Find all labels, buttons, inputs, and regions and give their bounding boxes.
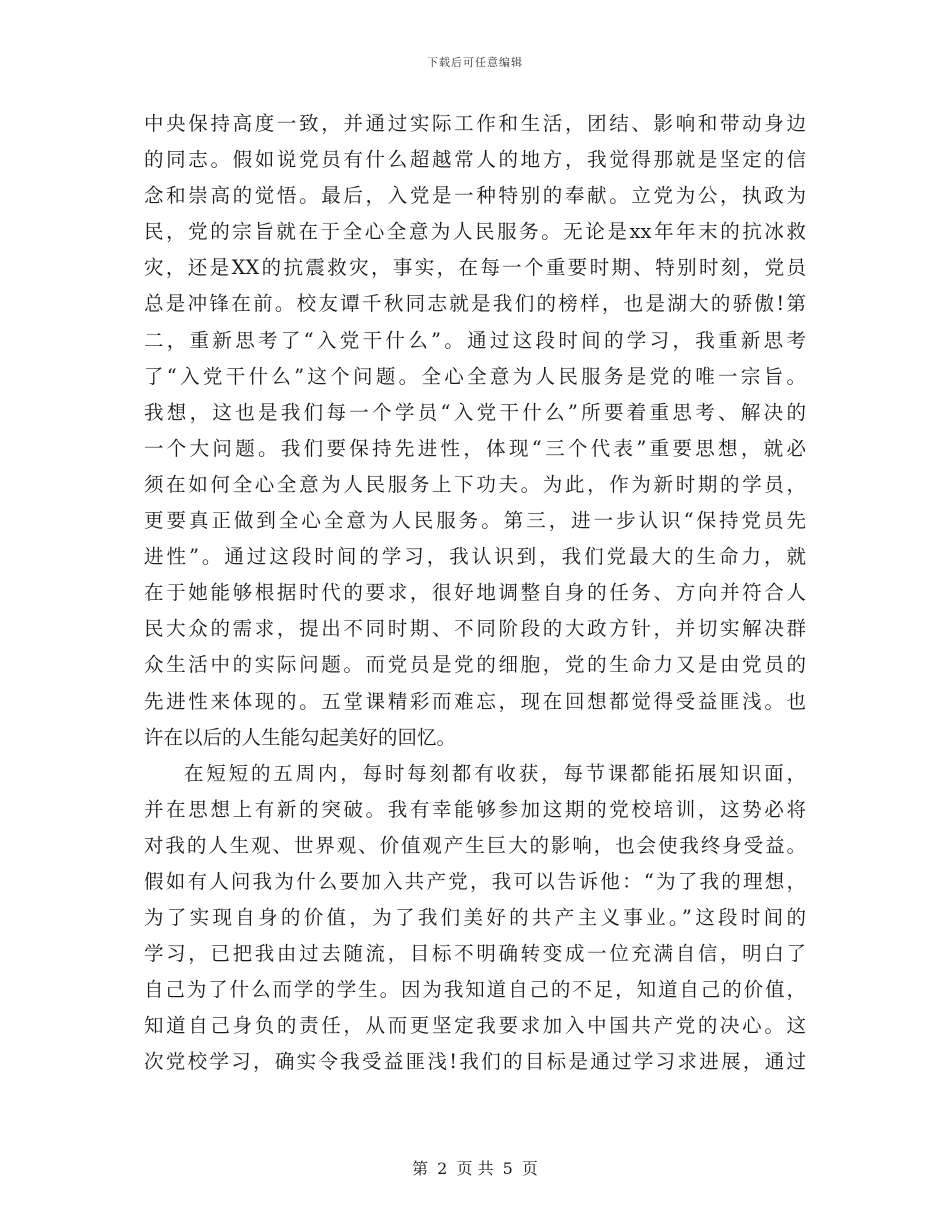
- text-line: 进性”。通过这段时间的学习，我认识到，我们党最大的生命力，就: [144, 545, 806, 569]
- text-line: 在于她能够根据时代的要求，很好地调整自身的任务、方向并符合人: [144, 581, 806, 605]
- page-footer: [0, 1156, 950, 1179]
- text-line: 须在如何全心全意为人民服务上下功夫。为此，作为新时期的学员，: [144, 472, 806, 496]
- text-line: 假如有人问我为什么要加入共产党，我可以告诉他：“为了我的理想，: [144, 869, 806, 893]
- page-header: 下载后可任意编辑: [427, 56, 523, 69]
- text-line: 次党校学习，确实令我受益匪浅!我们的目标是通过学习求进展，通过: [144, 1050, 806, 1074]
- current-page-number: 2: [437, 1159, 448, 1178]
- text-line: 我想，这也是我们每一个学员“入党干什么”所要着重思考、解决的: [144, 400, 806, 424]
- text-line: 念和崇高的觉悟。最后，入党是一种特别的奉献。立党为公，执政为: [144, 184, 806, 208]
- total-page-count: 5: [502, 1159, 513, 1178]
- text-line: 了“入党干什么”这个问题。全心全意为人民服务是党的唯一宗旨。: [144, 364, 806, 388]
- text-line: 自己为了什么而学的学生。因为我知道自己的不足，知道自己的价值，: [144, 978, 806, 1002]
- paragraph-start-line: 在短短的五周内，每时每刻都有收获，每节课都能拓展知识面，: [184, 761, 806, 785]
- text-line: 一个大问题。我们要保持先进性，体现“三个代表”重要思想，就必: [144, 436, 806, 460]
- text-line: 灾，还是XX的抗震救灾，事实，在每一个重要时期、特别时刻，党员: [144, 256, 806, 280]
- text-line: 民，党的宗旨就在于全心全意为人民服务。无论是xx年年末的抗冰救: [144, 220, 806, 244]
- text-line: 为了实现自身的价值，为了我们美好的共产主义事业。”这段时间的: [144, 906, 806, 930]
- paragraph-end-line: 许在以后的人生能勾起美好的回忆。: [144, 725, 457, 749]
- footer-prefix: 第: [412, 1159, 429, 1178]
- text-line: 民大众的需求，提出不同时期、不同阶段的大政方针，并切实解决群: [144, 617, 806, 641]
- text-line: 并在思想上有新的突破。我有幸能够参加这期的党校培训，这势必将: [144, 797, 806, 821]
- text-line: 中央保持高度一致，并通过实际工作和生活，团结、影响和带动身边: [144, 112, 806, 135]
- text-line: 更要真正做到全心全意为人民服务。第三，进一步认识“保持党员先: [144, 509, 806, 533]
- footer-mid: 页 共: [456, 1159, 494, 1178]
- text-line: 众生活中的实际问题。而党员是党的细胞，党的生命力又是由党员的: [144, 653, 806, 677]
- text-line: 对我的人生观、世界观、价值观产生巨大的影响，也会使我终身受益。: [144, 833, 806, 857]
- text-line: 学习，已把我由过去随流，目标不明确转变成一位充满自信，明白了: [144, 942, 806, 966]
- document-body: [144, 106, 806, 1081]
- footer-suffix: 页: [521, 1159, 538, 1178]
- text-line: 总是冲锋在前。校友谭千秋同志就是我们的榜样，也是湖大的骄傲!第: [144, 292, 806, 316]
- text-line: 先进性来体现的。五堂课精彩而难忘，现在回想都觉得受益匪浅。也: [144, 689, 806, 713]
- text-line: 知道自己身负的责任，从而更坚定我要求加入中国共产党的决心。这: [144, 1014, 806, 1038]
- text-line: 二，重新思考了“入党干什么”。通过这段时间的学习，我重新思考: [144, 328, 806, 352]
- text-line: 的同志。假如说党员有什么超越常人的地方，我觉得那就是坚定的信: [144, 148, 806, 172]
